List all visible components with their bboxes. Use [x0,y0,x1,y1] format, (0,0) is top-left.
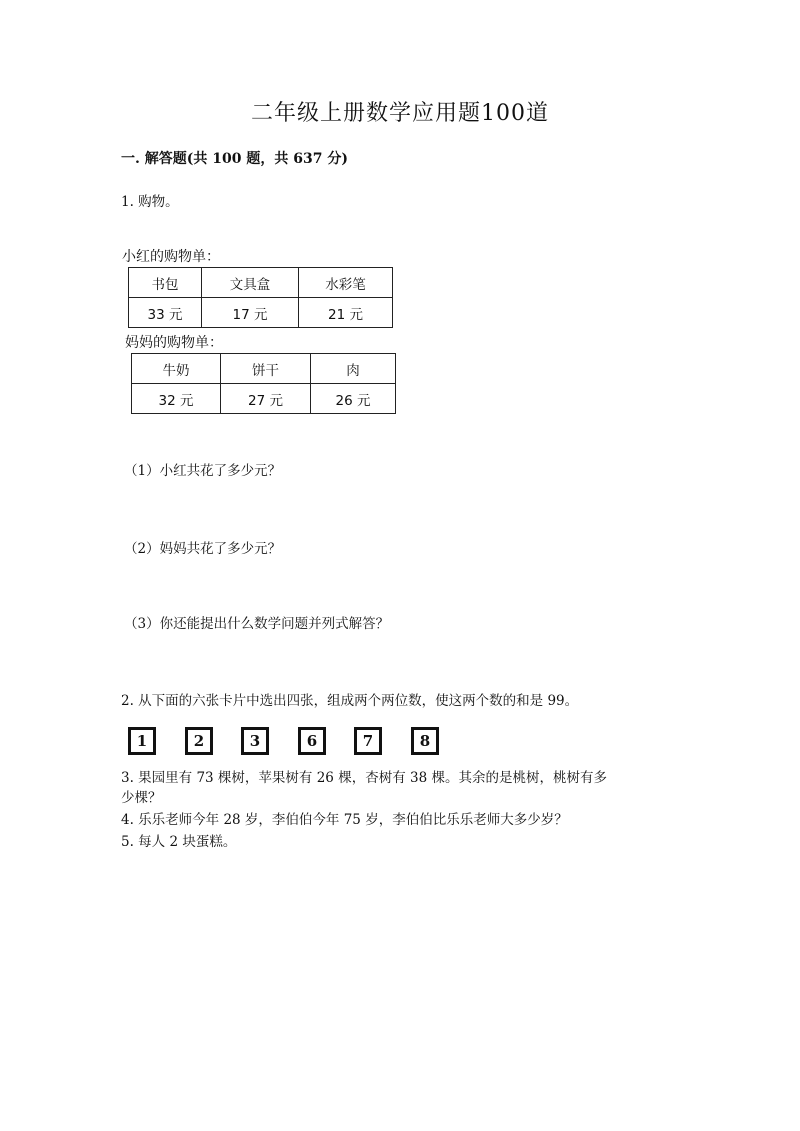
item-cell: 文具盒 [202,268,299,298]
number-card: 1 [128,727,156,755]
page-title: 二年级上册数学应用题100道 [251,101,549,126]
question-5: 5. 每人 2 块蛋糕。 [121,834,237,850]
number-card: 2 [185,727,213,755]
xiaohong-list-label: 小红的购物单： [122,249,220,265]
price-cell: 17 元 [202,298,299,328]
item-cell: 肉 [311,354,396,384]
question-1-sub-3: （3）你还能提出什么数学问题并列式解答？ [124,616,390,632]
mama-shopping-table [131,353,396,414]
table-row [129,298,393,328]
mama-list-label: 妈妈的购物单： [125,335,223,351]
number-card: 7 [354,727,382,755]
xiaohong-shopping-table [128,267,393,328]
question-4: 4. 乐乐老师今年 28 岁，李伯伯今年 75 岁，李伯伯比乐乐老师大多少岁？ [121,812,568,828]
price-cell: 26 元 [311,384,396,414]
number-card: 6 [298,727,326,755]
price-cell: 33 元 [129,298,202,328]
item-cell: 牛奶 [132,354,221,384]
item-cell: 水彩笔 [299,268,393,298]
question-1-sub-1: （1）小红共花了多少元？ [124,463,282,479]
question-3-line-1: 3. 果园里有 73 棵树，苹果树有 26 棵，杏树有 38 棵。其余的是桃树，桃树有多 [121,770,607,786]
price-cell: 21 元 [299,298,393,328]
number-card: 8 [411,727,439,755]
table-row [129,268,393,298]
question-3-line-2: 少棵？ [121,790,162,806]
question-1-sub-2: （2）妈妈共花了多少元？ [124,541,282,557]
question-1-stem: 1. 购物。 [121,194,179,210]
item-cell: 书包 [129,268,202,298]
item-cell: 饼干 [221,354,311,384]
price-cell: 32 元 [132,384,221,414]
table-row [132,384,396,414]
number-card: 3 [241,727,269,755]
price-cell: 27 元 [221,384,311,414]
question-2-stem: 2. 从下面的六张卡片中选出四张，组成两个两位数，使这两个数的和是 99。 [121,693,579,709]
section-heading: 一. 解答题(共 100 题，共 637 分) [121,151,348,167]
table-row [132,354,396,384]
